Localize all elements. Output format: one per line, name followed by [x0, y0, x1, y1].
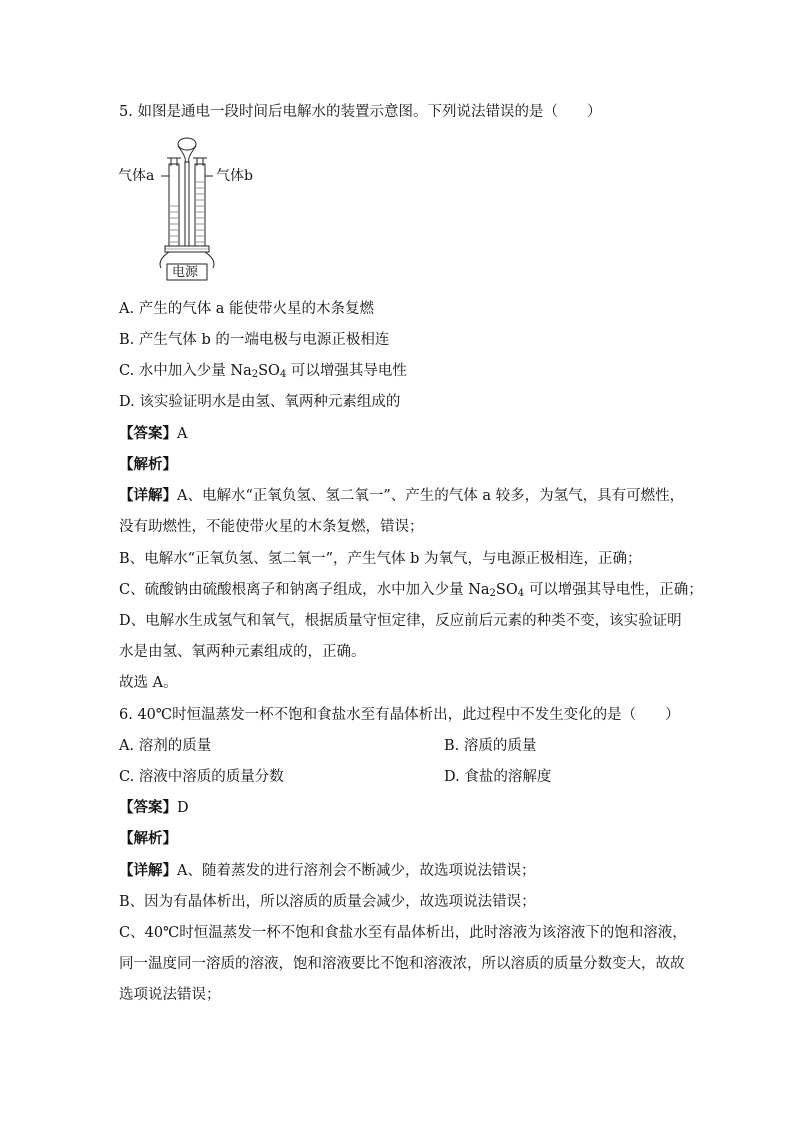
q5-analysis-tag: 【解析】 [119, 456, 177, 473]
q6-detail-line-5: 选项说法错误； [119, 987, 221, 1003]
q5-detail-4-subscript-2: 2 [489, 588, 496, 599]
electrolysis-apparatus-figure [117, 136, 267, 286]
q5-option-b: B. 产生气体 b 的一端电极与电源正极相连 [119, 332, 390, 348]
power-source-label: 电源 [172, 265, 199, 280]
q5-option-c-subscript-4: 4 [279, 369, 287, 380]
q5-conclusion: 故选 A。 [119, 675, 178, 691]
gas-a-label: 气体a [118, 168, 155, 184]
q6-option-d: D. 食盐的溶解度 [444, 769, 552, 785]
q6-option-a: A. 溶剂的质量 [119, 738, 212, 754]
q6-detail-line-4: 同一温度同一溶质的溶液，饱和溶液要比不饱和溶液浓，所以溶质的质量分数变大，故故 [119, 956, 685, 972]
q6-answer-value: D [177, 800, 189, 816]
gas-b-label: 气体b [216, 168, 253, 184]
q5-detail-line-1 [119, 487, 684, 505]
q6-detail-line-3: C、40℃时恒温蒸发一杯不饱和食盐水至有晶体析出，此时溶液为该溶液下的饱和溶液， [119, 925, 687, 941]
q6-option-c: C. 溶液中溶质的质量分数 [119, 769, 284, 785]
q6-analysis-tag: 【解析】 [119, 830, 177, 847]
q5-option-a: A. 产生的气体 a 能使带火星的木条复燃 [119, 301, 375, 317]
q5-detail-line-3: B、电解水“正氧负氢、氢二氧一”，产生气体 b 为氧气，与电源正极相连，正确； [119, 551, 642, 567]
q5-option-c-so: SO [258, 363, 280, 379]
q5-answer-tag: 【答案】 [119, 425, 177, 442]
q6-detail-text-1: A、随着蒸发的进行溶剂会不断减少，故选项说法错误； [177, 863, 536, 879]
q6-option-b: B. 溶质的质量 [444, 738, 537, 754]
q5-option-d: D. 该实验证明水是由氢、氧两种元素组成的 [119, 394, 401, 410]
q5-detail-line-2: 没有助燃性，不能使带火星的木条复燃，错误； [119, 519, 424, 535]
q6-detail-line-2: B、因为有晶体析出，所以溶质的质量会减少，故选项说法错误； [119, 894, 536, 910]
q6-answer [119, 799, 189, 817]
q5-detail-line-5: D、电解水生成氢气和氧气，根据质量守恒定律，反应前后元素的种类不变，该实验证明 [119, 613, 682, 629]
q5-option-c-prefix: C. 水中加入少量 Na [119, 363, 252, 379]
q6-stem: 6. 40℃时恒温蒸发一杯不饱和食盐水至有晶体析出，此过程中不发生变化的是（ ） [119, 707, 680, 723]
q5-detail-4-suffix: 可以增强其导电性，正确； [524, 582, 703, 598]
q6-answer-tag: 【答案】 [119, 799, 177, 816]
q5-answer-value: A [177, 426, 188, 442]
q5-detail-tag: 【详解】 [119, 487, 177, 504]
q5-detail-4-subscript-4: 4 [517, 588, 525, 599]
q5-detail-line-4 [119, 581, 703, 599]
q5-detail-4-prefix: C、硫酸钠由硫酸根离子和钠离子组成，水中加入少量 Na [119, 582, 490, 598]
q5-option-c-subscript-2: 2 [251, 369, 259, 380]
q5-option-c [119, 362, 407, 380]
q5-detail-4-so: SO [495, 582, 518, 598]
q5-detail-line-6: 水是由氢、氧两种元素组成的，正确。 [119, 644, 366, 660]
electrolysis-diagram [117, 136, 267, 286]
q5-detail-text-1: A、电解水“正氧负氢、氢二氧一”、产生的气体 a 较多，为氢气，具有可燃性， [177, 488, 685, 504]
q5-answer [119, 425, 187, 443]
q5-stem: 5. 如图是通电一段时间后电解水的装置示意图。下列说法错误的是（ ） [119, 104, 602, 120]
q6-detail-tag: 【详解】 [119, 862, 177, 879]
q5-option-c-suffix: 可以增强其导电性 [286, 363, 407, 379]
q6-detail-line-1 [119, 862, 535, 880]
